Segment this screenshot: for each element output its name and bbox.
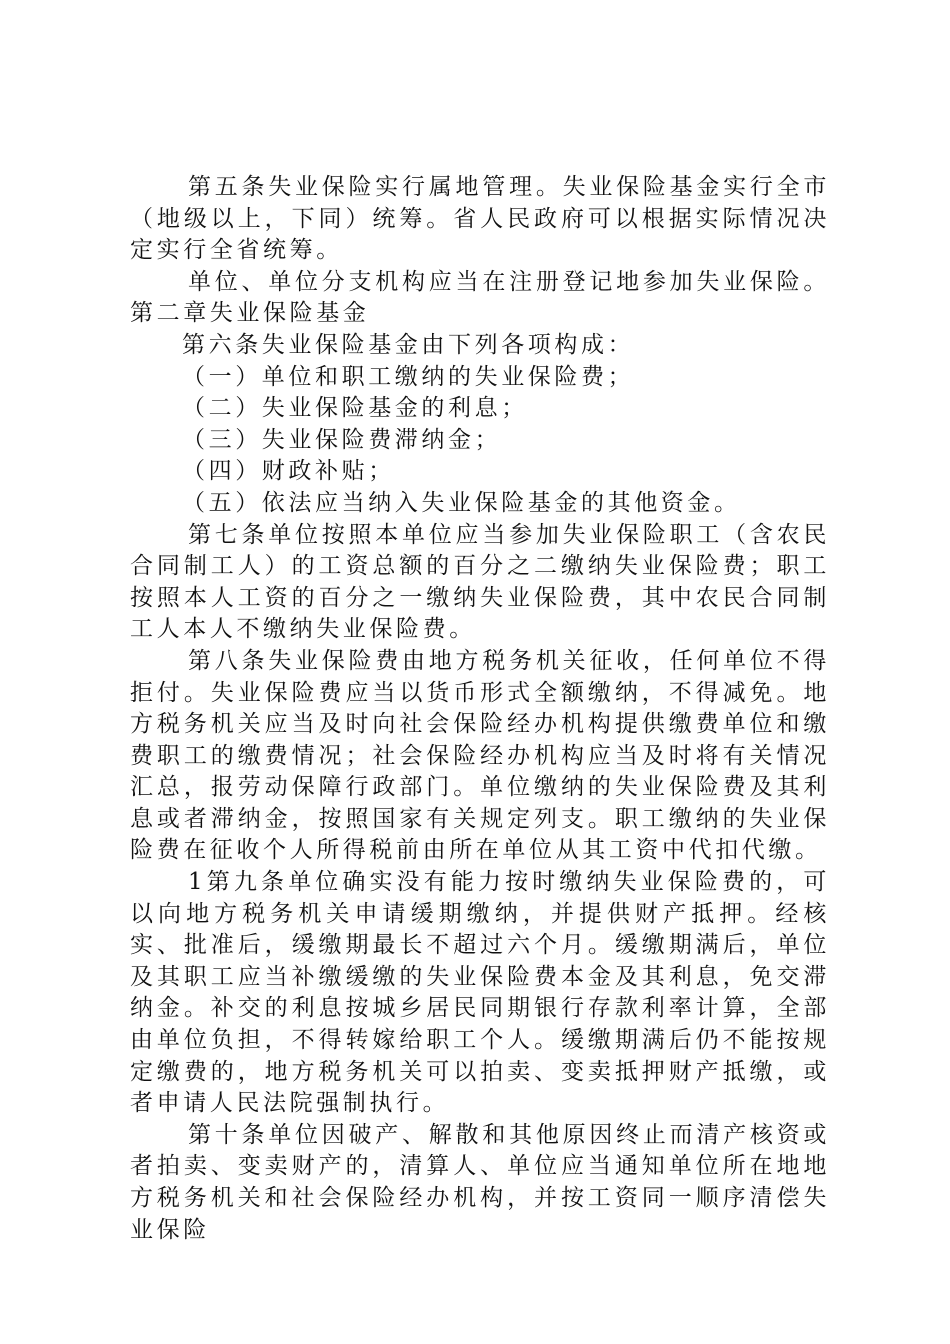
paragraph-article-9: 1第九条单位确实没有能力按时缴纳失业保险费的，可以向地方税务机关申请缓期缴纳，并提供财产抵押。经核实、批准后，缓缴期最长不超过六个月。缓缴期满后，单位及其职工应当补缴缓缴的失业保险费本金及其利息，免交滞纳金。补交的利息按城乡居民同期银行存款利率计算，全部由单位负担，不得转嫁给职工个人。缓缴期满后仍不能按规定缴费的，地方税务机关可以拍卖、变卖抵押财产抵缴，或者申请人民法院强制执行。: [130, 869, 830, 1117]
paragraph-article-8: 第八条失业保险费由地方税务机关征收，任何单位不得拒付。失业保险费应当以货币形式全额缴纳，不得减免。地方税务机关应当及时向社会保险经办机构提供缴费单位和缴费职工的缴费情况；社会保险经办机构应当及时将有关情况汇总，报劳动保障行政部门。单位缴纳的失业保险费及其利息或者滞纳金，按照国家有关规定列支。职工缴纳的失业保险费在征收个人所得税前由所在单位从其工资中代扣代缴。: [130, 647, 830, 864]
paragraph-article-10: 第十条单位因破产、解散和其他原因终止而清产核资或者拍卖、变卖财产的，清算人、单位应当通知单位所在地地方税务机关和社会保险经办机构，并按工资同一顺序清偿失业保险: [130, 1121, 830, 1243]
list-item-2: （二）失业保险基金的利息；: [182, 395, 528, 422]
paragraph-article-5: 第五条失业保险实行属地管理。失业保险基金实行全市（地级以上，下同）统筹。省人民政府可以根据实际情况决定实行全省统筹。: [130, 174, 830, 264]
paragraph-registration: 单位、单位分支机构应当在注册登记地参加失业保险。第二章失业保险基金: [130, 268, 830, 327]
list-item-5: （五）依法应当纳入失业保险基金的其他资金。: [182, 489, 741, 516]
paragraph-article-6: 第六条失业保险基金由下列各项构成：: [182, 331, 635, 358]
document-body: [130, 172, 830, 1246]
list-item-3: （三）失业保险费滞纳金；: [182, 426, 502, 453]
list-item-1: （一）单位和职工缴纳的失业保险费；: [182, 363, 635, 390]
list-item-4: （四）财政补贴；: [182, 458, 395, 485]
paragraph-article-7: 第七条单位按照本单位应当参加失业保险职工（含农民合同制工人）的工资总额的百分之二缴纳失业保险费；职工按照本人工资的百分之一缴纳失业保险费，其中农民合同制工人本人不缴纳失业保险费。: [130, 521, 830, 643]
